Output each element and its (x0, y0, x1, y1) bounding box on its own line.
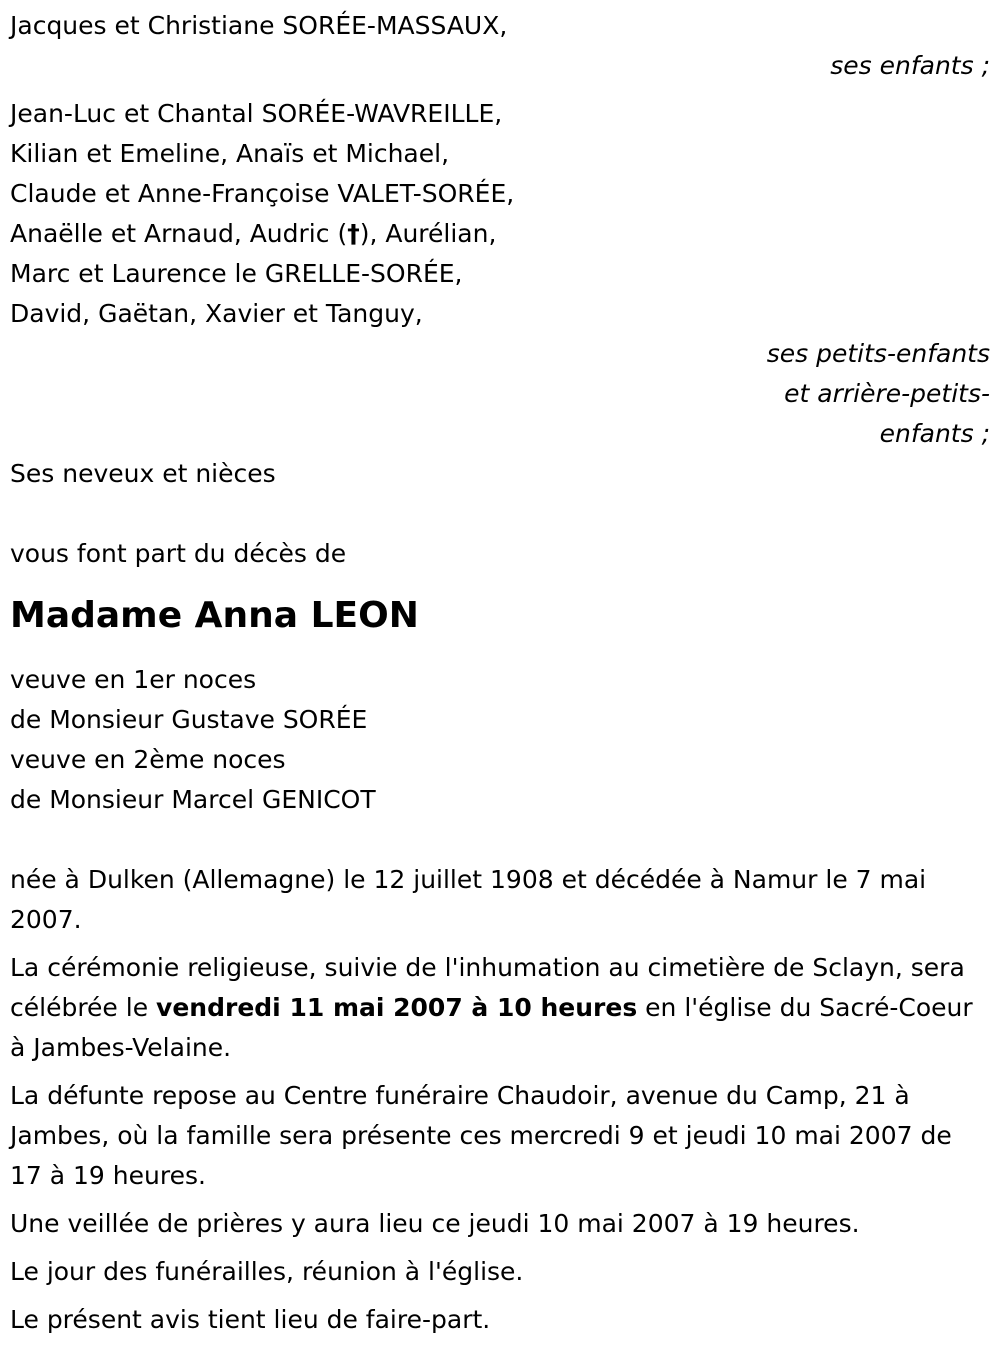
grandchildren-line-5: Marc et Laurence le GRELLE-SORÉE, (10, 259, 463, 288)
grandchildren-line-4 (10, 214, 990, 254)
ceremony-date: vendredi 11 mai 2007 à 10 heures (156, 993, 638, 1022)
nephews-nieces: Ses neveux et nièces (10, 459, 276, 488)
deceased-name: Madame Anna LEON (10, 595, 419, 636)
announcement: vous font part du décès de (10, 539, 347, 568)
vigil-paragraph: Une veillée de prières y aura lieu ce jeudi 10 mai 2007 à 19 heures. (10, 1209, 860, 1238)
grandchildren-line-2: Kilian et Emeline, Anaïs et Michael, (10, 139, 450, 168)
rest-paragraph: La défunte repose au Centre funéraire Chaudoir, avenue du Camp, 21 à Jambes, où la famille sera présente ces mercredi 9 et jeudi 10 mai 2007 de 17 à 19 heures. (10, 1081, 952, 1190)
grandchildren-role-3: enfants ; (879, 419, 990, 448)
notice-paragraph: Le présent avis tient lieu de faire-part. (10, 1305, 491, 1334)
children-role: ses enfants ; (830, 51, 990, 80)
grandchildren-line-4-start: Anaëlle et Arnaud, Audric ( (10, 219, 348, 248)
grandchildren-role-1: ses petits-enfants (766, 339, 990, 368)
widow-line-4: de Monsieur Marcel GENICOT (10, 785, 376, 814)
widow-line-1: veuve en 1er noces (10, 665, 257, 694)
cross-icon: † (347, 219, 360, 248)
spacer (10, 494, 990, 534)
children-names: Jacques et Christiane SORÉE-MASSAUX, (10, 11, 508, 40)
ceremony-paragraph (10, 948, 990, 1068)
grandchildren-line-3: Claude et Anne-Françoise VALET-SORÉE, (10, 179, 515, 208)
birth-death-paragraph: née à Dulken (Allemagne) le 12 juillet 1908 et décédée à Namur le 7 mai 2007. (10, 865, 927, 934)
spacer (10, 820, 990, 860)
widow-line-2: de Monsieur Gustave SORÉE (10, 705, 368, 734)
grandchildren-role-2: et arrière-petits- (784, 379, 990, 408)
widow-line-3: veuve en 2ème noces (10, 745, 286, 774)
grandchildren-line-1: Jean-Luc et Chantal SORÉE-WAVREILLE, (10, 99, 503, 128)
grandchildren-line-6: David, Gaëtan, Xavier et Tanguy, (10, 299, 423, 328)
spacer (10, 86, 990, 94)
ceremony-text-start: La cérémonie religieuse, suivie de l'inhumation au cimetière de Sclayn, sera célébrée le (10, 953, 965, 1022)
grandchildren-line-4-end: ), Aurélian, (359, 219, 497, 248)
funeral-day-paragraph: Le jour des funérailles, réunion à l'église. (10, 1257, 524, 1286)
ceremony-text-end: en l'église du Sacré-Coeur à Jambes-Velaine. (10, 993, 973, 1062)
